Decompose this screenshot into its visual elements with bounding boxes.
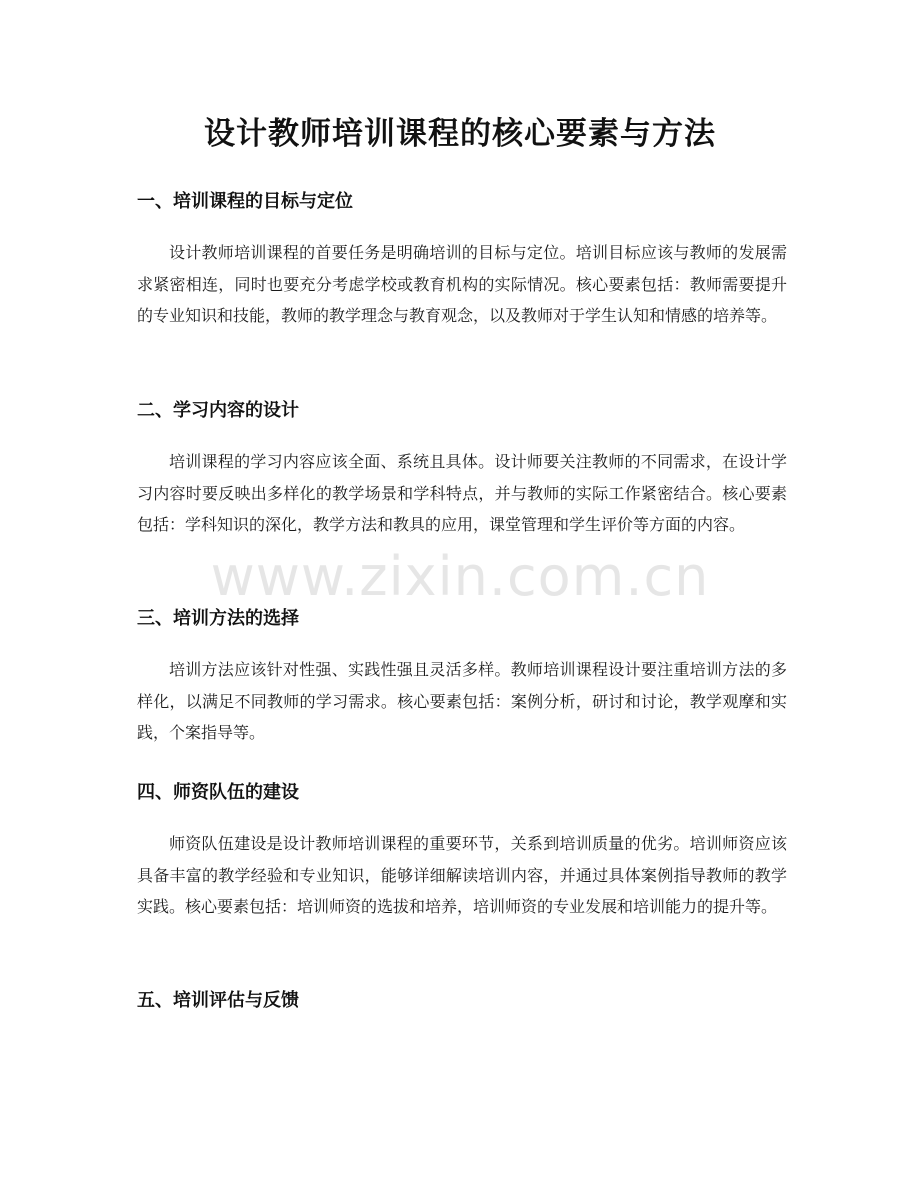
document-title: 设计教师培训课程的核心要素与方法 [204,116,716,152]
section-4 [137,780,787,923]
section-heading: 五、培训评估与反馈 [137,990,299,1011]
watermark: www.zixin.com.cn [210,545,710,608]
section-heading: 一、培训课程的目标与定位 [137,191,353,212]
section-heading: 三、培训方法的选择 [137,608,299,629]
section-1 [137,189,787,332]
section-heading: 二、学习内容的设计 [137,400,299,421]
section-2 [137,398,787,541]
section-paragraph: 设计教师培训课程的首要任务是明确培训的目标与定位。培训目标应该与教师的发展需求紧密相连，同时也要充分考虑学校或教育机构的实际情况。核心要素包括：教师需要提升的专业知识和技能，教师的教学理念与教育观念，以及教师对于学生认知和情感的培养等。 [137,243,787,325]
section-paragraph: 培训课程的学习内容应该全面、系统且具体。设计师要关注教师的不同需求，在设计学习内容时要反映出多样化的教学场景和学科特点，并与教师的实际工作紧密结合。核心要素包括：学科知识的深化，教学方法和教具的应用，课堂管理和学生评价等方面的内容。 [137,452,787,534]
section-heading: 四、师资队伍的建设 [137,782,299,803]
section-3 [137,606,787,749]
section-paragraph: 培训方法应该针对性强、实践性强且灵活多样。教师培训课程设计要注重培训方法的多样化，以满足不同教师的学习需求。核心要素包括：案例分析，研讨和讨论，教学观摩和实践，个案指导等。 [137,660,787,742]
section-paragraph: 师资队伍建设是设计教师培训课程的重要环节，关系到培训质量的优劣。培训师资应该具备丰富的教学经验和专业知识，能够详细解读培训内容，并通过具体案例指导教师的教学实践。核心要素包括：培训师资的选拔和培养，培训师资的专业发展和培训能力的提升等。 [137,834,787,916]
section-5 [137,988,787,1014]
